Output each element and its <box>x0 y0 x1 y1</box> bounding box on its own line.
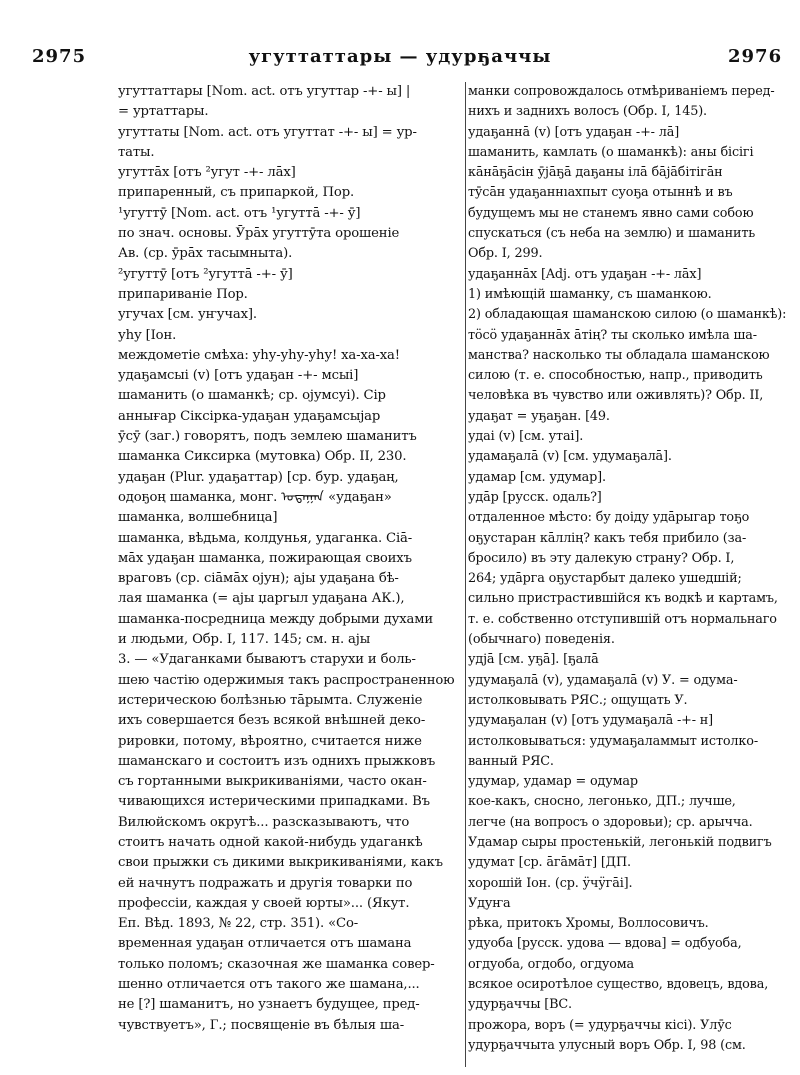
text-line: нихъ и заднихъ волосъ (Обр. I, 145). <box>468 104 707 120</box>
text-line: бросило) въ эту далекую страну? Обр. I, <box>468 550 735 566</box>
text-line: съ гортанными выкрикиваніями, часто окан- <box>118 774 427 790</box>
text-line: уһу [Іон. <box>118 327 177 343</box>
text-line: шенно отличается отъ такого же шамана,... <box>118 977 420 993</box>
text-line: удуоба [русск. удова — вдова] = одбуоба, <box>468 936 742 952</box>
text-line: силою (т. е. способностью, напр., приводить <box>468 368 763 384</box>
text-line: оҕустаран кāллің? какъ тебя прибило (за- <box>468 530 747 546</box>
text-line: удаҕамсыі (v) [отъ удаҕан -+- мсыі] <box>118 368 359 384</box>
left-column <box>118 82 463 1036</box>
text-line: Ав. (ср. ӯрāх тасымныта). <box>118 246 293 262</box>
text-line: ӯсӯ (заг.) говорятъ, подъ землею шаманитъ <box>118 429 417 445</box>
text-line: удамаҕалā (v) [см. удумаҕалā]. <box>468 449 672 465</box>
text-line: ей начнутъ подражать и другія товарки по <box>118 875 413 891</box>
text-line: т. е. собственно отступившій отъ нормальнаго <box>468 611 777 627</box>
text-line: истерическою болѣзнью тāрымта. Служеніе <box>118 692 423 708</box>
text-line: угуттаты [Nom. act. отъ угуттат -+- ы] = ур- <box>118 124 417 140</box>
text-line: временная удаҕан отличается отъ шамана <box>118 936 412 952</box>
text-line: удумар, удамар = одумар <box>468 774 638 790</box>
text-line: кое-какъ, сносно, легонько, ДП.; лучше, <box>468 794 736 810</box>
text-line: сильно пристрастившійся къ водкѣ и картамъ, <box>468 591 778 607</box>
text-line: профессіи, каждая у своей юрты»... (Якут. <box>118 895 410 911</box>
text-line: Вилюйскомъ округѣ... разсказываютъ, что <box>118 814 410 830</box>
page-header <box>0 38 800 68</box>
text-line: тӧсӧ удаҕаннāх āтің? ты сколько имѣла ша- <box>468 327 757 343</box>
text-line: стоитъ начать одной какой-нибудь удаганкѣ <box>118 834 423 850</box>
text-line: манки сопровождалось отмѣриваніемъ перед- <box>468 84 775 99</box>
text-line: и людьми, Обр. I, 117. 145; см. н. аjы <box>118 632 371 648</box>
text-line: удаҕаннāх [Adj. отъ удаҕан -+- лāх] <box>468 266 702 282</box>
text-line: угуттаттары [Nom. act. отъ угуттар -+- ы] | <box>118 84 411 99</box>
text-line: лая шаманка (= аjы џаргыл удаҕана АК.), <box>118 591 405 607</box>
text-line: огдуоба, огдобо, огдуома <box>468 956 635 972</box>
text-line: манства? насколько ты обладала шаманскою <box>468 347 770 363</box>
column-divider <box>465 82 466 1067</box>
text-line: = уртаттары. <box>118 104 209 120</box>
text-line: всякое осиротѣлое существо, вдовецъ, вдова, <box>468 977 769 993</box>
text-line: шею частію одержимыя такъ распространенною <box>118 672 455 688</box>
text-line: человѣка въ чувство или оживлять)? Обр. II, <box>468 388 764 404</box>
text-line: припаренный, съ припаркой, Пор. <box>118 185 355 201</box>
text-line: (обычнаго) поведенія. <box>468 632 615 648</box>
text-line: удаҕан (Plur. удаҕаттар) [ср. бур. удаҕаң, <box>118 469 399 485</box>
text-line: спускаться (съ неба на землю) и шаманить <box>468 226 756 242</box>
text-line: ванный РЯС. <box>468 753 554 769</box>
text-line: шаманка-посредница между добрыми духами <box>118 611 434 627</box>
text-line: удурҕаччы [ВС. <box>468 997 572 1013</box>
text-line: Удуҥа <box>468 895 511 911</box>
text-line: 1) имѣющій шаманку, съ шаманкою. <box>468 286 712 302</box>
text-line: удурҕаччыта улусный воръ Обр. I, 98 (см. <box>468 1037 746 1053</box>
text-line: аннығар Сіксірка-удаҕан удаҕамсыjар <box>118 408 381 424</box>
text-line: рѣка, притокъ Хромы, Воллосовичъ. <box>468 916 709 932</box>
text-line: не [?] шаманитъ, но узнаетъ будущее, пред- <box>118 997 420 1013</box>
right-column <box>468 82 786 1056</box>
text-line: по знач. основы. Ӯрāх угуттӯта орошеніе <box>118 226 400 242</box>
text-line: удумаҕалан (v) [отъ удумаҕалā -+- н] <box>468 713 714 729</box>
text-line: шаманить, камлать (о шаманкѣ): аны бісігі <box>468 144 754 160</box>
text-line: удāр [русск. одаль?] <box>468 489 602 505</box>
text-line: междометіе смѣха: уһу-уһу-уһу! ха-ха-ха! <box>118 347 400 363</box>
page-number-left: 2975 <box>32 46 87 67</box>
text-line: свои прыжки съ дикими выкрикиваніями, какъ <box>118 855 443 871</box>
text-line: только поломъ; сказочная же шаманка совер- <box>118 956 435 972</box>
running-title: угуттаттары — удурҕаччы <box>248 46 552 67</box>
text-line: ихъ совершается безъ всякой внѣшней деко- <box>118 713 426 729</box>
text-line: прожора, воръ (= удурҕаччы кісі). Улӯс <box>468 1017 732 1033</box>
text-line: шаманка, волшебница] <box>118 510 278 526</box>
text-line: шаманка, вѣдьма, колдунья, удаганка. Сіā- <box>118 530 413 546</box>
text-line: ¹угуттӯ [Nom. act. отъ ¹угуттā -+- ӯ] <box>118 205 361 221</box>
text-line: хорошій Іон. (ср. ӱчӱгāі]. <box>468 875 633 891</box>
text-line: удаҕат = уҕаҕан. [49. <box>468 408 610 424</box>
text-line: угуттāх [отъ ²угут -+- лāх] <box>118 165 296 181</box>
text-line: враговъ (ср. сіāмāх оjун); аjы удаҕана бѣ- <box>118 571 399 587</box>
text-line: одоҕоң шаманка, монг. ᠤᠳᠠᠭᠠᠨ «удаҕан» <box>118 489 392 505</box>
text-line: Еп. Вѣд. 1893, № 22, стр. 351). «Со- <box>118 916 359 932</box>
text-line: будущемъ мы не станемъ явно сами собою <box>468 205 754 221</box>
page-number-right: 2976 <box>728 46 783 67</box>
text-line: 3. — «Удаганками бываютъ старухи и боль- <box>118 652 416 668</box>
text-line: тӯсāн удаҕаннıахпыт суоҕа отыннѣ и въ <box>468 185 733 201</box>
text-line: рировки, потому, вѣроятно, считается ниже <box>118 733 422 749</box>
text-line: удаҕаннā (v) [отъ удаҕан -+- лā] <box>468 124 680 140</box>
text-line: отдаленное мѣсто: бу доіду удāрыгар тоҕо <box>468 510 750 526</box>
text-line: припариваніе Пор. <box>118 286 248 302</box>
text-line: ²угуттӯ [отъ ²угуттā -+- ӯ] <box>118 266 293 282</box>
text-line: кāнāҕāсін ӯjāҕā даҕаны ілā бājāбітігāн <box>468 165 723 181</box>
text-line: чивающихся истерическими припадками. Въ <box>118 794 430 810</box>
text-line: легче (на вопросъ о здоровьи); ср. арыччa. <box>468 814 753 830</box>
text-line: удjā [см. уҕā]. [ҕалā <box>468 652 599 668</box>
text-line: удаі (v) [см. утаі]. <box>468 429 584 445</box>
text-line: мāх удаҕан шаманка, пожирающая своихъ <box>118 550 412 566</box>
text-line: шаманить (о шаманкѣ; ср. оjумсуі). Сір <box>118 388 386 404</box>
text-line: 2) обладающая шаманскою силою (о шаманкѣ): <box>468 307 786 323</box>
text-line: угучах [см. уҥучах]. <box>118 307 257 323</box>
text-line: чувствуетъ», Г.; посвященіе въ бѣлыя ша- <box>118 1017 405 1033</box>
text-line: таты. <box>118 144 155 160</box>
text-line: шаманскаго и состоитъ изъ однихъ прыжковъ <box>118 753 436 769</box>
text-line: Удамар сыры простенькій, легонькій подвигъ <box>468 834 772 850</box>
text-line: истолковываться: удумаҕаламмыт истолко- <box>468 733 758 749</box>
text-line: Обр. I, 299. <box>468 246 543 262</box>
text-line: удумат [ср. āгāмāт] [ДП. <box>468 855 631 871</box>
text-line: шаманка Сиксирка (мутовка) Обр. II, 230. <box>118 449 407 465</box>
text-line: истолковывать РЯС.; ощущать У. <box>468 692 688 708</box>
text-line: 264; удāрга оҕустарбыт далеко ушедшій; <box>468 571 742 587</box>
text-line: удумаҕалā (v), удамаҕалā (v) У. = одума- <box>468 672 738 688</box>
text-line: удамар [см. удумар]. <box>468 469 606 485</box>
